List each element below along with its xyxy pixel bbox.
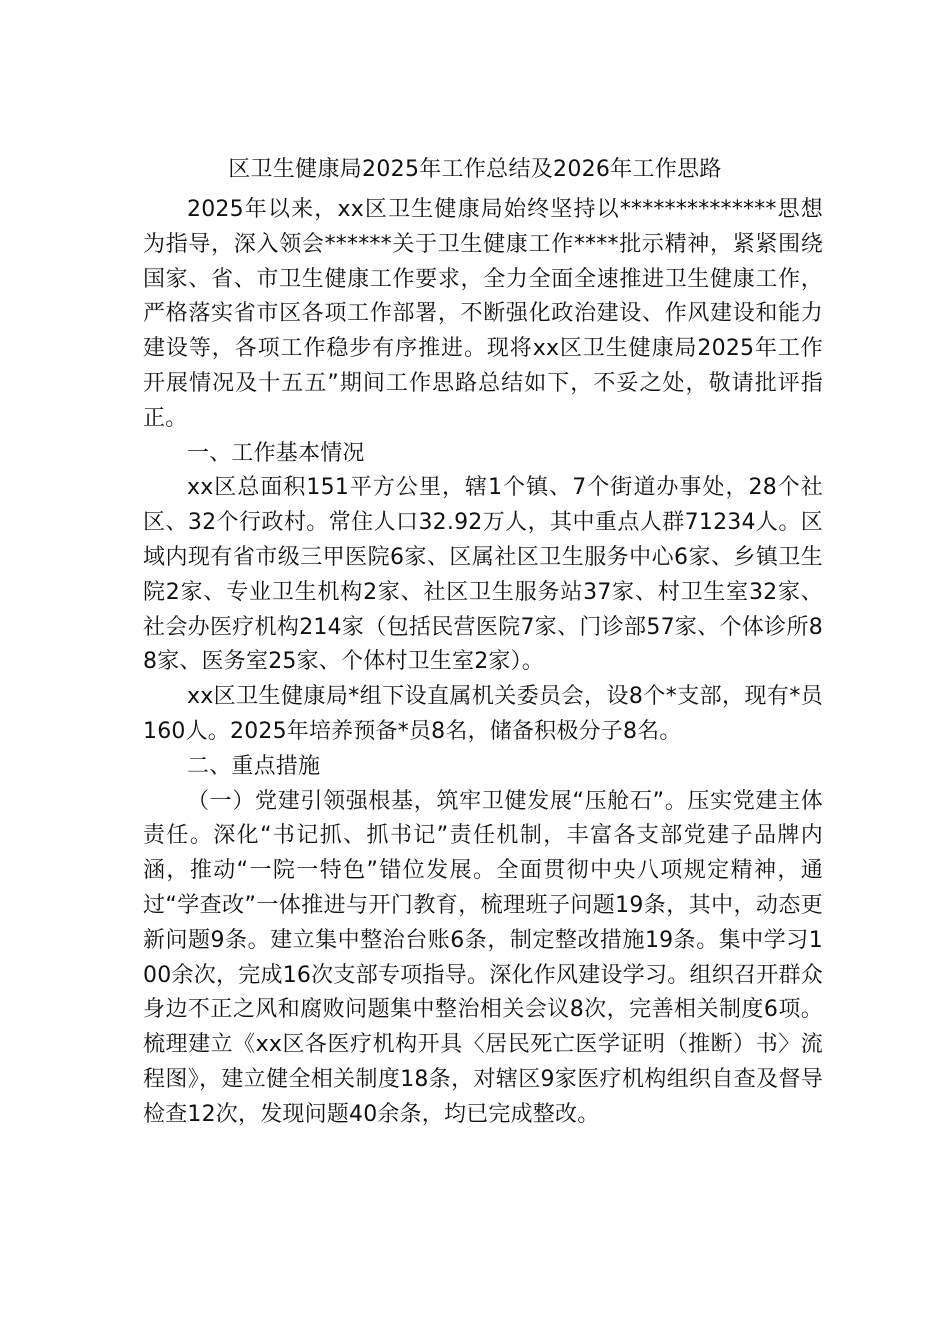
paragraph-intro: 2025年以来，xx区卫生健康局始终坚持以**************思想为指导，深入领会******关于卫生健康工作****批示精神，紧紧围绕国家、省、市卫生健康工作要求，全力全面全速推进卫生健康工作，严格落实省市区各项工作部署，不断强化政治建设、作风建设和能力建设等，各项工作稳步有序推进。现将xx区卫生健康局2025年工作开展情况及十五五”期间工作思路总结如下，不妥之处，敬请批评指正。 [143,197,823,431]
section-heading-key-measures: 二、重点措施 [187,753,321,779]
section-heading-basic-situation: 一、工作基本情况 [187,440,365,466]
paragraph-party-building: （一）党建引领强根基，筑牢卫健发展“压舱石”。压实党建主体责任。深化“书记抓、抓书记”责任机制，丰富各支部党建子品牌内涵，推动“一院一特色”错位发展。全面贯彻中央八项规定精神，通过“学查改”一体推进与开门教育，梳理班子问题19条，其中，动态更新问题9条。建立集中整治台账6条，制定整改措施19条。集中学习100余次，完成16次支部专项指导。深化作风建设学习。组织召开群众身边不正之风和腐败问题集中整治相关会议8次，完善相关制度6项。梳理建立《xx区各医疗机构开具〈居民死亡医学证明（推断）书〉流程图》，建立健全相关制度18条，对辖区9家医疗机构组织自查及督导检查12次，发现问题40余条，均已完成整改。 [143,788,823,1127]
document-title: 区卫生健康局2025年工作总结及2026年工作思路 [228,157,722,182]
document-body [143,193,823,1133]
paragraph-party-organization: xx区卫生健康局*组下设直属机关委员会，设8个*支部，现有*员160人。2025年培养预备*员8名，储备积极分子8名。 [143,684,823,744]
paragraph-district-overview: xx区总面积151平方公里，辖1个镇、7个街道办事处，28个社区、32个行政村。常住人口32.92万人，其中重点人群71234人。区域内现有省市级三甲医院6家、区属社区卫生服务中心6家、乡镇卫生院2家、专业卫生机构2家、社区卫生服务站37家、村卫生室32家、社会办医疗机构214家（包括民营医院7家、门诊部57家、个体诊所88家、医务室25家、个体村卫生室2家）。 [143,475,823,675]
